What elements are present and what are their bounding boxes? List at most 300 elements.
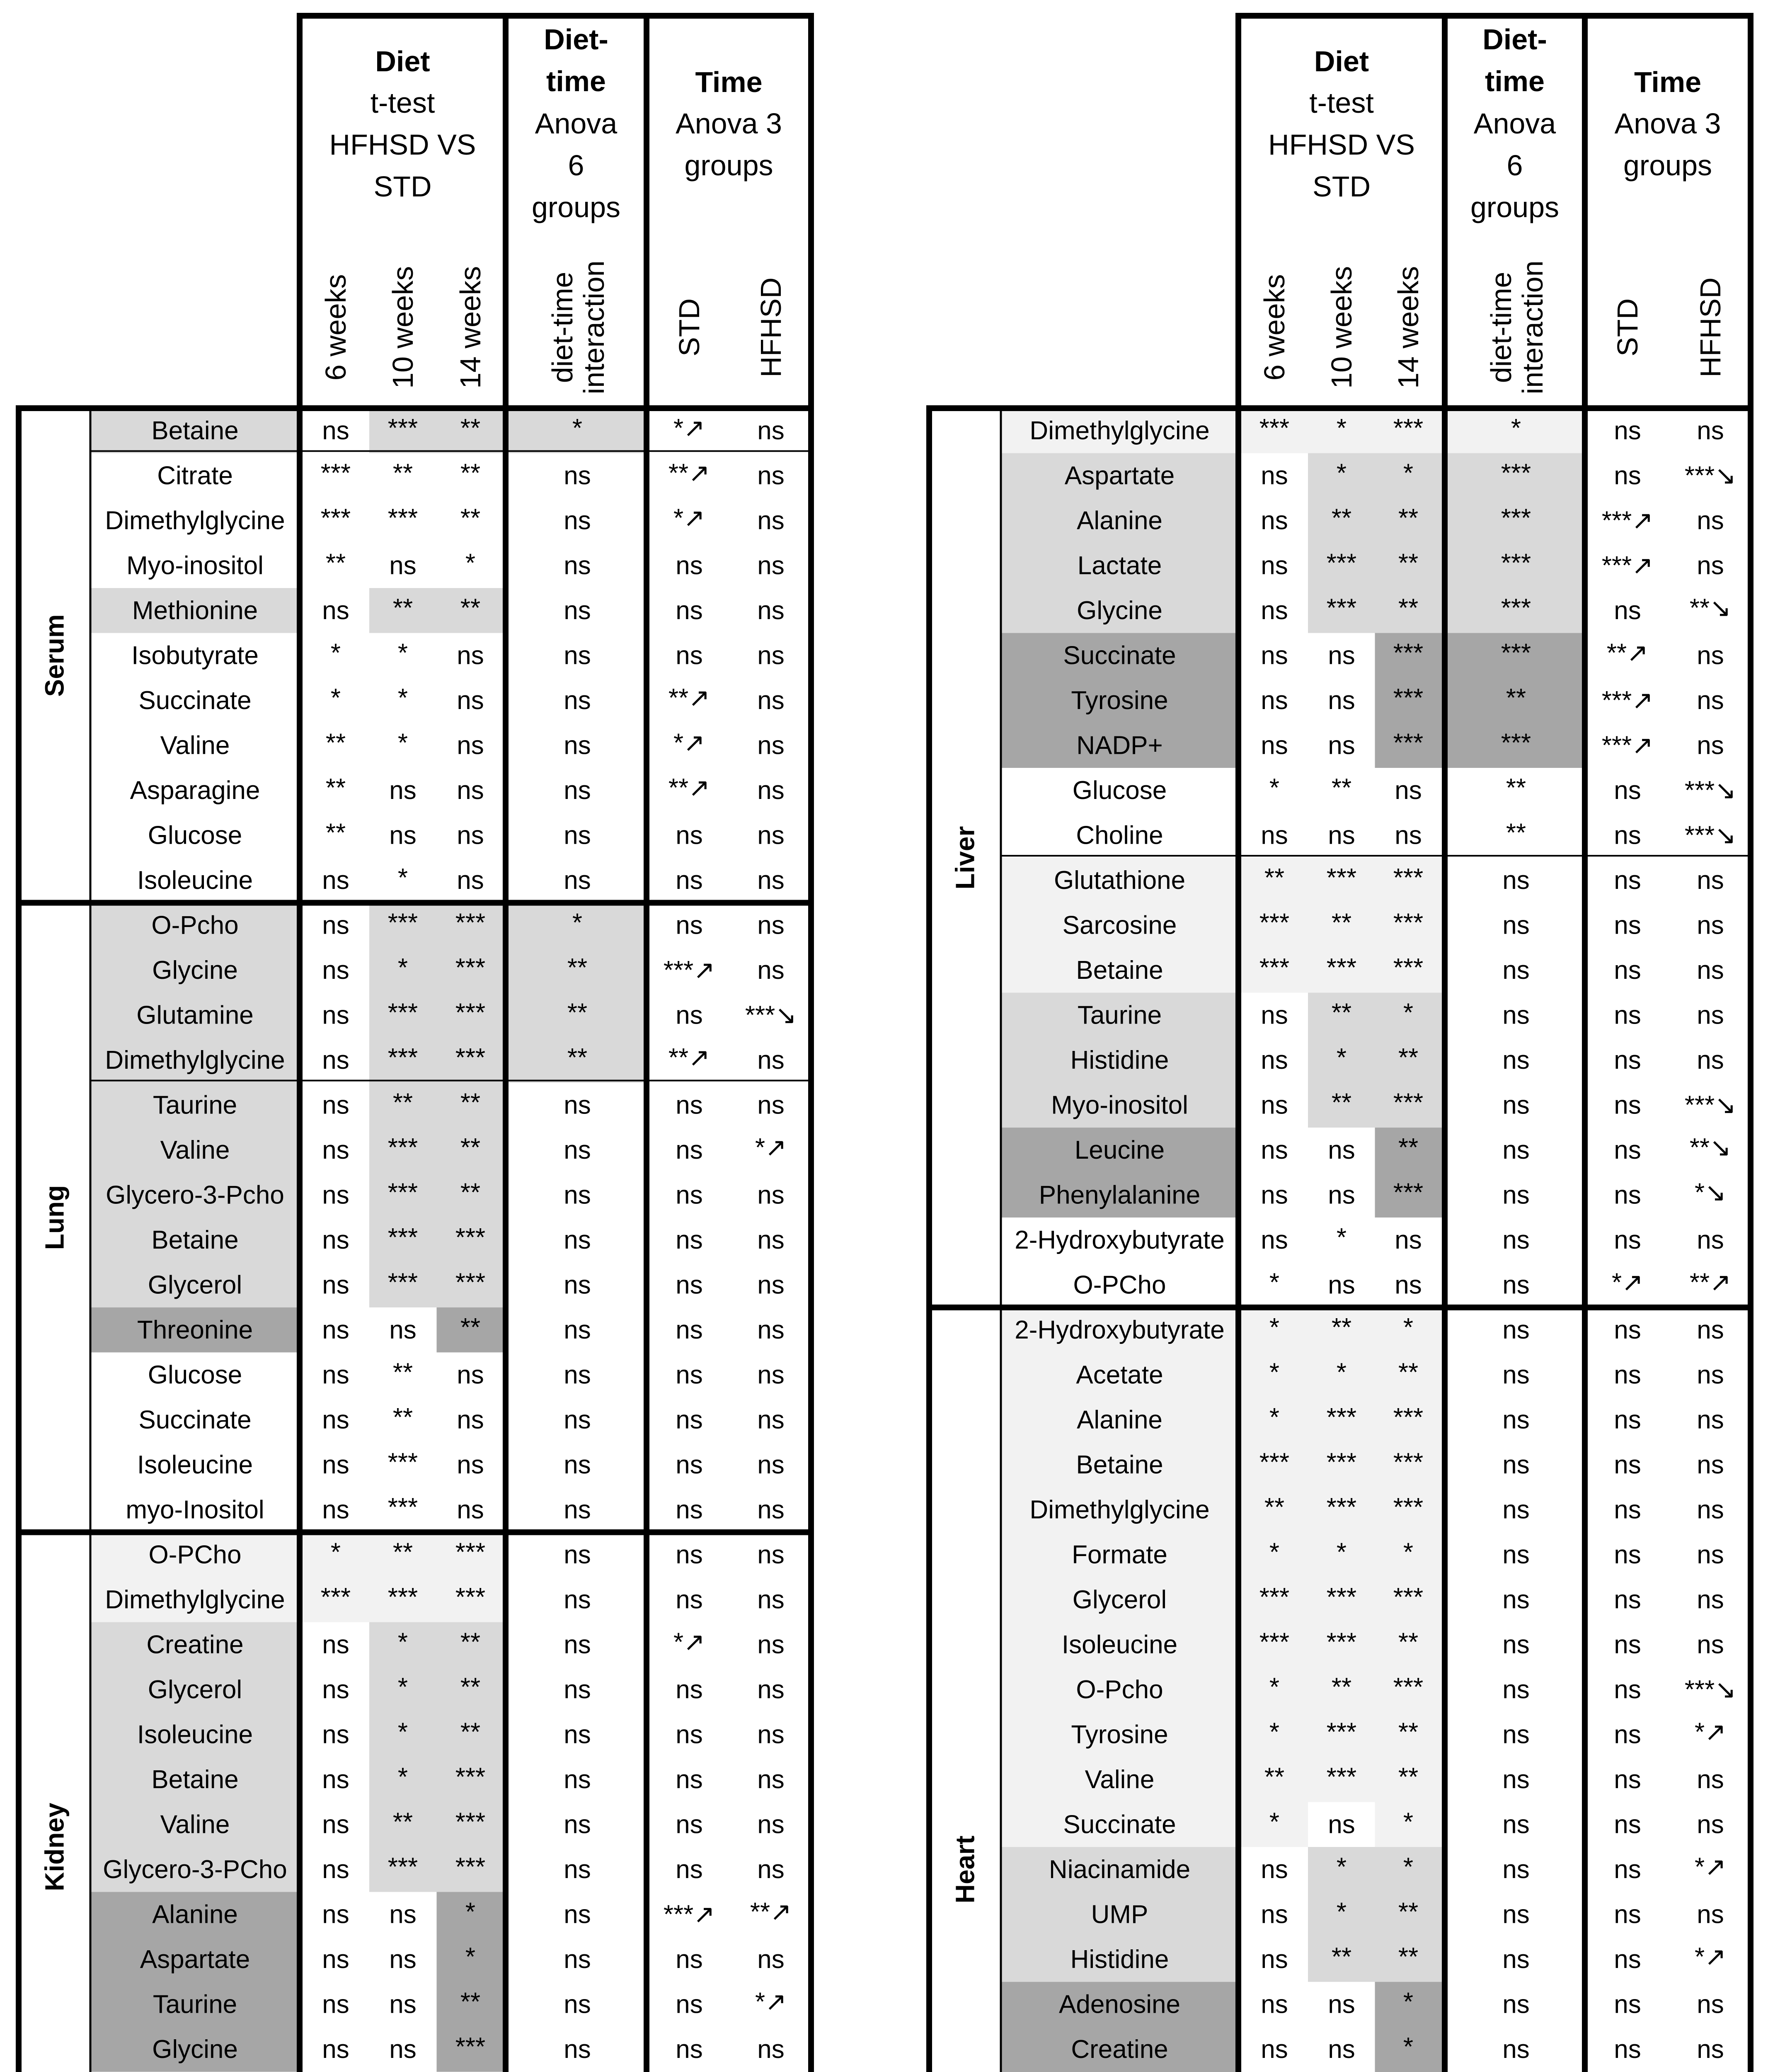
significance-value: ns <box>1614 1091 1641 1120</box>
metabolite-name: Aspartate <box>1064 461 1175 490</box>
significance-value: ns <box>389 1990 417 2019</box>
significance-value: ns <box>564 821 591 850</box>
significance-value: ns <box>1697 641 1724 670</box>
metabolite-name: Alanine <box>1077 506 1163 535</box>
significance-value: *** <box>1393 863 1424 892</box>
significance-value: *↗ <box>673 503 705 533</box>
significance-value: ns <box>1502 1091 1530 1120</box>
significance-value: ns <box>322 1405 349 1434</box>
significance-value: ns <box>389 1945 417 1974</box>
significance-value: ns <box>564 641 591 670</box>
significance-value: ns <box>322 1001 349 1030</box>
significance-value: *** <box>388 998 418 1027</box>
significance-value: ns <box>1502 1225 1530 1254</box>
significance-value: ns <box>564 1720 591 1749</box>
significance-value: * <box>1336 1358 1347 1387</box>
significance-value: ns <box>1614 596 1641 625</box>
metabolite-name: Glutathione <box>1054 866 1186 895</box>
significance-value: **↘ <box>1689 1133 1732 1162</box>
significance-value: ***↘ <box>1684 821 1737 850</box>
significance-value: ** <box>460 1673 481 1702</box>
metabolite-name: Betaine <box>151 1225 239 1254</box>
significance-value: ns <box>757 1720 785 1749</box>
significance-value: *** <box>1393 1493 1424 1522</box>
column-header-label: STD <box>673 298 705 356</box>
significance-value: ns <box>322 1315 349 1344</box>
metabolite-name: Glycerol <box>148 1675 242 1704</box>
significance-value: ns <box>1502 1495 1530 1524</box>
metabolite-name: Glycerol <box>1072 1585 1167 1614</box>
significance-value: *** <box>388 503 418 533</box>
significance-value: * <box>1269 773 1280 802</box>
diet-header-subtitle: STD <box>1313 170 1371 203</box>
significance-value: ** <box>392 1538 413 1567</box>
significance-value: ns <box>564 1181 591 1210</box>
significance-value: ns <box>757 1810 785 1839</box>
significance-value: *** <box>1393 1088 1424 1117</box>
diet-header-title: Diet <box>375 45 430 77</box>
metabolite-name: Histidine <box>1070 1945 1169 1974</box>
significance-value: ns <box>1697 1405 1724 1434</box>
metabolite-name: Lactate <box>1077 551 1162 580</box>
metabolite-name: Myo-inositol <box>1051 1091 1188 1120</box>
significance-value: ns <box>564 1135 591 1164</box>
diet-time-header-title: Diet- <box>544 23 608 56</box>
significance-value: ns <box>1697 956 1724 985</box>
significance-value: *** <box>1326 1583 1357 1612</box>
significance-value: ns <box>564 596 591 625</box>
significance-value: ns <box>389 821 417 850</box>
significance-value: *** <box>455 1043 486 1072</box>
significance-value: ns <box>1614 1765 1641 1794</box>
significance-value: ns <box>564 776 591 805</box>
significance-value: ns <box>1328 1990 1355 2019</box>
significance-value: ns <box>322 416 349 445</box>
significance-value: *** <box>1393 729 1424 758</box>
significance-value: ** <box>325 549 346 578</box>
diet-header-subtitle: HFHSD VS <box>1268 128 1415 161</box>
metabolite-name: Valine <box>160 1135 230 1164</box>
diet-time-header-subtitle: groups <box>531 191 621 223</box>
significance-value: ns <box>564 2035 591 2064</box>
diet-header-subtitle: t-test <box>370 87 435 119</box>
significance-value: * <box>1403 459 1414 488</box>
significance-value: ns <box>564 1630 591 1659</box>
metabolite-name: Succinate <box>138 1405 252 1434</box>
significance-value: *↗ <box>673 729 705 758</box>
significance-value: * <box>397 729 408 758</box>
significance-value: ns <box>322 1046 349 1075</box>
significance-value: ns <box>1502 1900 1530 1929</box>
significance-value: *** <box>1393 953 1424 982</box>
significance-value: ns <box>457 821 484 850</box>
metabolite-name: Glycine <box>152 956 238 985</box>
significance-value: * <box>330 683 341 712</box>
significance-value: ns <box>676 1135 703 1164</box>
significance-value: ns <box>1502 956 1530 985</box>
significance-value: ** <box>1398 1358 1419 1387</box>
significance-value: ns <box>757 1630 785 1659</box>
time-header-title: Time <box>1634 66 1702 98</box>
significance-value: ns <box>1697 1001 1724 1030</box>
significance-value: ** <box>1331 503 1352 533</box>
significance-value: *** <box>455 1223 486 1252</box>
significance-value: ns <box>757 1046 785 1075</box>
significance-value: ns <box>676 2035 703 2064</box>
metabolite-name: Tyrosine <box>1071 686 1168 715</box>
significance-value: **↗ <box>1606 639 1649 668</box>
significance-value: * <box>1269 1808 1280 1837</box>
significance-value: ***↗ <box>663 956 715 985</box>
significance-value: * <box>397 639 408 668</box>
significance-value: **↗ <box>668 683 710 712</box>
significance-value: *** <box>1393 908 1424 937</box>
significance-value: ns <box>676 1675 703 1704</box>
significance-value: ** <box>325 773 346 802</box>
significance-value: * <box>1336 1898 1347 1927</box>
significance-value: ns <box>389 551 417 580</box>
significance-value: ns <box>1614 1810 1641 1839</box>
metabolite-name: Valine <box>160 1810 230 1839</box>
significance-value: ** <box>1398 549 1419 578</box>
significance-value: ns <box>757 2035 785 2064</box>
significance-value: ns <box>1614 1540 1641 1569</box>
significance-value: * <box>572 908 583 937</box>
significance-value: ns <box>457 1450 484 1479</box>
significance-value: ns <box>1328 2035 1355 2064</box>
significance-value: * <box>1269 1358 1280 1387</box>
metabolite-name: UMP <box>1091 1900 1148 1929</box>
significance-value: ns <box>676 551 703 580</box>
significance-value: ns <box>389 1900 417 1929</box>
significance-value: ns <box>757 1450 785 1479</box>
significance-value: ns <box>564 506 591 535</box>
significance-value: *** <box>388 414 418 443</box>
metabolite-name: Betaine <box>151 416 239 445</box>
significance-value: *** <box>455 953 486 982</box>
column-header-label: 10 weeks <box>1325 266 1358 389</box>
significance-value: ns <box>1328 1271 1355 1300</box>
metabolite-name: Betaine <box>151 1765 239 1794</box>
significance-value: *** <box>1326 1628 1357 1657</box>
metabolite-name: Glycero-3-PCho <box>103 1855 287 1884</box>
significance-value: ns <box>757 1091 785 1120</box>
significance-value: ns <box>757 1765 785 1794</box>
significance-value: ns <box>1614 866 1641 895</box>
column-header-label: HFHSD <box>755 277 787 378</box>
metabolite-name: Glycine <box>1077 596 1163 625</box>
significance-value: ns <box>757 956 785 985</box>
significance-value: *** <box>1326 863 1357 892</box>
significance-value: *** <box>1501 549 1531 578</box>
metabolite-name: Taurine <box>1077 1001 1162 1030</box>
significance-value: ** <box>1398 593 1419 622</box>
significance-value: ***↘ <box>1684 1675 1737 1704</box>
metabolite-name: Citrate <box>157 461 233 490</box>
significance-value: ns <box>1614 776 1641 805</box>
significance-value: ns <box>676 1585 703 1614</box>
metabolite-name: Valine <box>160 731 230 760</box>
significance-value: ns <box>1697 686 1724 715</box>
significance-value: ***↘ <box>1684 461 1737 490</box>
metabolite-name: Glucose <box>148 1360 242 1389</box>
metabolite-name: Histidine <box>1070 1046 1169 1075</box>
significance-value: ***↗ <box>1601 551 1654 580</box>
significance-value: ns <box>322 1450 349 1479</box>
significance-value: * <box>330 1538 341 1567</box>
significance-value: ns <box>1502 1181 1530 1210</box>
significance-value: ***↗ <box>1601 686 1654 715</box>
significance-value: ns <box>1697 1630 1724 1659</box>
significance-value: ns <box>1614 1135 1641 1164</box>
significance-value: ns <box>1502 1990 1530 2019</box>
metabolite-name: Betaine <box>1076 956 1163 985</box>
significance-value: ns <box>1261 596 1288 625</box>
significance-value: ns <box>1502 1360 1530 1389</box>
metabolite-name: Isobutyrate <box>131 641 259 670</box>
significance-value: ***↗ <box>1601 506 1654 535</box>
significance-value: ** <box>392 1403 413 1432</box>
significance-value: ** <box>1398 1718 1419 1747</box>
time-header-subtitle: Anova 3 <box>1614 107 1721 140</box>
significance-value: ns <box>757 1405 785 1434</box>
significance-value: ns <box>322 1271 349 1300</box>
significance-value: ns <box>322 1675 349 1704</box>
significance-value: *** <box>1259 908 1290 937</box>
significance-value: ns <box>1502 1450 1530 1479</box>
metabolite-name: Valine <box>1085 1765 1155 1794</box>
significance-value: ns <box>564 1585 591 1614</box>
significance-value: ***↘ <box>1684 776 1737 805</box>
significance-value: ns <box>322 1181 349 1210</box>
significance-value: ns <box>564 1540 591 1569</box>
significance-value: ns <box>1614 1360 1641 1389</box>
column-header-label: 6 weeks <box>1258 274 1291 381</box>
metabolite-name: Leucine <box>1074 1135 1165 1164</box>
significance-value: ** <box>392 593 413 622</box>
significance-value: ns <box>1697 1495 1724 1524</box>
time-header-subtitle: groups <box>684 149 773 182</box>
significance-value: ** <box>460 593 481 622</box>
metabolite-name: Taurine <box>153 1091 237 1120</box>
significance-value: ns <box>389 776 417 805</box>
significance-value: ns <box>1697 1450 1724 1479</box>
significance-value: ns <box>1697 1810 1724 1839</box>
diet-time-header-subtitle: 6 <box>1506 149 1523 182</box>
significance-value: * <box>1269 1313 1280 1342</box>
significance-value: ns <box>1395 1225 1422 1254</box>
significance-value: ** <box>1398 1762 1419 1791</box>
significance-value: ns <box>1697 506 1724 535</box>
significance-value: ns <box>1614 1450 1641 1479</box>
significance-value: ** <box>325 729 346 758</box>
left-table <box>0 0 829 2072</box>
significance-value: ns <box>676 1001 703 1030</box>
significance-value: ns <box>1697 1315 1724 1344</box>
significance-value: ns <box>564 1360 591 1389</box>
significance-value: ns <box>1697 1540 1724 1569</box>
metabolite-name: Isoleucine <box>137 1720 253 1749</box>
significance-value: ** <box>1331 773 1352 802</box>
significance-value: * <box>1403 998 1414 1027</box>
significance-value: ns <box>1261 506 1288 535</box>
significance-value: **↘ <box>1689 593 1732 622</box>
significance-value: *** <box>320 459 351 488</box>
metabolite-name: Dimethylglycine <box>105 1046 285 1075</box>
significance-value: ns <box>1261 686 1288 715</box>
significance-value: ns <box>1697 1990 1724 2019</box>
metabolite-name: Dimethylglycine <box>105 1585 285 1614</box>
significance-value: ns <box>676 1810 703 1839</box>
significance-value: ns <box>564 1091 591 1120</box>
significance-value: ns <box>757 911 785 940</box>
significance-value: ** <box>460 503 481 533</box>
diet-header-title: Diet <box>1314 45 1369 77</box>
significance-value: ns <box>1502 1540 1530 1569</box>
metabolite-name: Glycine <box>152 2035 238 2064</box>
significance-value: ns <box>564 1765 591 1794</box>
significance-value: ns <box>564 461 591 490</box>
significance-value: * <box>1336 1223 1347 1252</box>
significance-value: ns <box>1697 1900 1724 1929</box>
metabolite-name: Dimethylglycine <box>105 506 285 535</box>
significance-value: *** <box>1259 1583 1290 1612</box>
significance-value: ns <box>564 551 591 580</box>
significance-value: ** <box>1331 1942 1352 1971</box>
significance-value: ** <box>1506 773 1526 802</box>
significance-value: ns <box>1261 731 1288 760</box>
significance-value: ** <box>1264 1493 1285 1522</box>
significance-value: *** <box>1393 683 1424 712</box>
significance-value: *** <box>1393 414 1424 443</box>
metabolite-name: Isoleucine <box>137 866 253 895</box>
column-header-label: STD <box>1611 298 1644 356</box>
significance-value: ns <box>564 731 591 760</box>
significance-value: ns <box>1502 2035 1530 2064</box>
significance-value: ** <box>392 1088 413 1117</box>
column-header-label: HFHSD <box>1694 277 1727 378</box>
significance-value: ** <box>392 1358 413 1387</box>
significance-value: ns <box>1328 1810 1355 1839</box>
significance-value: ns <box>1614 821 1641 850</box>
column-header-label: diet-time <box>546 271 579 383</box>
significance-value: ns <box>1328 1135 1355 1164</box>
significance-value: * <box>397 683 408 712</box>
significance-value: ** <box>1331 998 1352 1027</box>
significance-value: ns <box>1261 551 1288 580</box>
significance-value: *** <box>1393 1178 1424 1207</box>
significance-value: *** <box>1501 593 1531 622</box>
significance-value: ns <box>1261 1945 1288 1974</box>
significance-value: ns <box>1261 1225 1288 1254</box>
significance-value: ns <box>676 866 703 895</box>
significance-value: ** <box>567 998 588 1027</box>
metabolite-name: Glucose <box>148 821 242 850</box>
metabolite-name: Aspartate <box>140 1945 250 1974</box>
significance-value: ns <box>564 1271 591 1300</box>
significance-value: ns <box>1261 641 1288 670</box>
significance-value: * <box>1269 1538 1280 1567</box>
organ-label: Lung <box>39 1185 70 1250</box>
significance-value: ns <box>1395 776 1422 805</box>
significance-value: ns <box>322 866 349 895</box>
significance-value: ns <box>1614 1225 1641 1254</box>
metabolite-name: NADP+ <box>1076 731 1163 760</box>
diet-time-header-title: Diet- <box>1482 23 1547 56</box>
significance-value: * <box>465 1942 476 1971</box>
significance-value: *** <box>388 1493 418 1522</box>
significance-value: ns <box>322 2035 349 2064</box>
time-header-subtitle: groups <box>1623 149 1712 182</box>
significance-value: ** <box>460 1718 481 1747</box>
significance-value: ns <box>676 1450 703 1479</box>
significance-value: ns <box>1502 1046 1530 1075</box>
significance-value: *** <box>1501 503 1531 533</box>
significance-value: ns <box>757 1181 785 1210</box>
significance-value: *** <box>388 908 418 937</box>
significance-value: * <box>465 1898 476 1927</box>
significance-value: ns <box>1502 1810 1530 1839</box>
significance-value: ** <box>1331 1088 1352 1117</box>
significance-value: ** <box>1506 818 1526 847</box>
significance-value: *** <box>1393 1583 1424 1612</box>
significance-value: ** <box>1398 503 1419 533</box>
metabolite-name: Sarcosine <box>1062 911 1177 940</box>
column-header-label: 10 weeks <box>387 266 419 389</box>
significance-value: * <box>1403 1808 1414 1837</box>
metabolite-name: Choline <box>1076 821 1163 850</box>
significance-value: *↗ <box>1694 1718 1727 1747</box>
significance-value: * <box>397 863 408 892</box>
column-header-label: interaction <box>1516 260 1549 395</box>
significance-value: ns <box>1261 1091 1288 1120</box>
metabolite-name: O-PCho <box>1073 1271 1166 1300</box>
significance-value: *↗ <box>755 1987 787 2016</box>
significance-value: ns <box>322 1810 349 1839</box>
diet-time-header-subtitle: Anova <box>535 107 618 140</box>
organ-label: Liver <box>950 826 980 890</box>
significance-value: ns <box>1502 1675 1530 1704</box>
significance-value: *** <box>455 2032 486 2061</box>
significance-value: *** <box>1501 459 1531 488</box>
significance-value: ns <box>389 1315 417 1344</box>
significance-value: ns <box>1614 1945 1641 1974</box>
significance-value: ns <box>1614 461 1641 490</box>
significance-value: *** <box>1326 1403 1357 1432</box>
significance-value: *** <box>455 1808 486 1837</box>
significance-value: ns <box>757 1225 785 1254</box>
column-header-label: diet-time <box>1485 271 1517 383</box>
significance-value: ns <box>1697 2035 1724 2064</box>
significance-value: ** <box>1331 908 1352 937</box>
metabolite-name: Glycero-3-Pcho <box>106 1181 284 1210</box>
significance-value: ns <box>676 1540 703 1569</box>
significance-value: ns <box>1502 1315 1530 1344</box>
significance-value: ns <box>1261 2035 1288 2064</box>
significance-value: ns <box>564 686 591 715</box>
significance-value: ns <box>757 686 785 715</box>
significance-value: * <box>1403 1987 1414 2016</box>
significance-value: *** <box>1259 414 1290 443</box>
significance-value: * <box>1269 1673 1280 1702</box>
significance-value: ns <box>1261 1135 1288 1164</box>
significance-value: ns <box>1502 1630 1530 1659</box>
significance-value: ns <box>676 1945 703 1974</box>
significance-value: ns <box>322 1135 349 1164</box>
significance-value: **↗ <box>750 1898 792 1927</box>
significance-value: *** <box>388 1268 418 1297</box>
significance-value: *** <box>388 1133 418 1162</box>
